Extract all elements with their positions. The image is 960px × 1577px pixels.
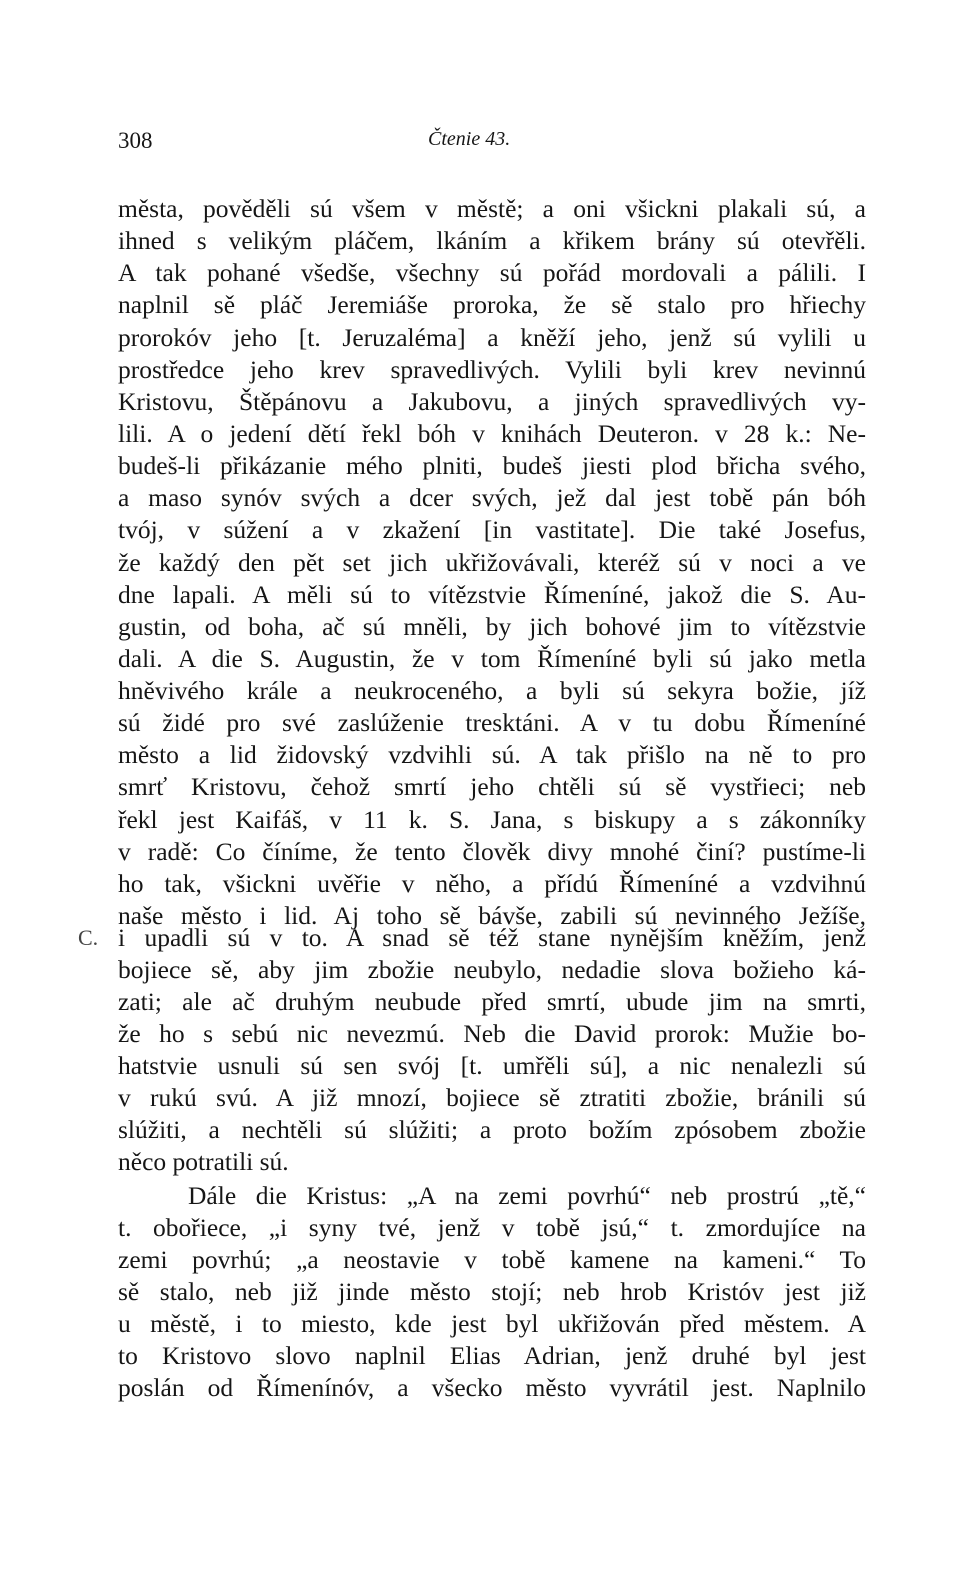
text-line: zemi povrhú; „a neostavie v tobě kamene na kameni.“ To	[118, 1245, 866, 1274]
text-line: bojiece sě, aby jim zbožie neubylo, nedadie slova božieho ká-	[118, 955, 866, 984]
text-line: dali. A die S. Augustin, že v tom Římeníné byli sú jako metla	[118, 644, 866, 673]
text-line: u městě, i to miesto, kde jest byl ukřižován před městem. A	[118, 1309, 866, 1338]
text-line: to Kristovo slovo naplnil Elias Adrian, jenž druhé byl jest	[118, 1341, 866, 1370]
page-number: 308	[118, 128, 153, 153]
text-line: prorokóv jeho [t. Jeruzaléma] a kněží jeho, jenž sú vylili u	[118, 323, 866, 352]
text-line: dne lapali. A měli sú to vítězstvie Římeníné, jakož die S. Au-	[118, 580, 866, 609]
text-line: a maso synóv svých a dcer svých, jež dal jest tobě pán bóh	[118, 483, 866, 512]
text-line: zati; ale ač druhým neubude před smrtí, ubude jim na smrti,	[118, 987, 866, 1016]
text-line: Dále die Kristus: „A na zemi povrhú“ neb prostrú „tě,“	[188, 1181, 866, 1210]
text-line: budeš-li přikázanie mého plniti, budeš jiesti plod břicha svého,	[118, 451, 866, 480]
text-line: hatstvie usnuli sú sen svój [t. umřěli sú], a nic nenalezli sú	[118, 1051, 866, 1080]
text-line: smrť Kristovu, čehož smrtí jeho chtěli sú sě vystřieci; neb	[118, 772, 866, 801]
text-line: v rukú svú. A již mnozí, bojiece sě ztratiti zbožie, bránili sú	[118, 1083, 866, 1112]
text-line: ho tak, všickni uvěřie v něho, a přídú Římeníné a vzdvihnú	[118, 869, 866, 898]
text-line: sú židé pro své zaslúženie tresktáni. A v tu dobu Římeníné	[118, 708, 866, 737]
text-line: město a lid židovský vzdvihli sú. A tak přišlo na ně to pro	[118, 740, 866, 769]
text-line: gustin, od boha, ač sú mněli, by jich bohové jim to vítězstvie	[118, 612, 866, 641]
text-line: sě stalo, neb již jinde město stojí; neb hrob Kristóv jest již	[118, 1277, 866, 1306]
text-line: slúžiti, a nechtěli sú slúžiti; a proto božím zpósobem zbožie	[118, 1115, 866, 1144]
text-line: Kristovu, Štěpánovu a Jakubovu, a jiných spravedlivých vy-	[118, 387, 866, 416]
text-line: naplnil sě pláč Jeremiáše proroka, že sě stalo pro hřiechy	[118, 290, 866, 319]
text-line: t. obořiece, „i syny tvé, jenž v tobě jsú,“ t. zmordujíce na	[118, 1213, 866, 1242]
text-line: tvój, v súžení a v zkažení [in vastitate]. Die také Josefus,	[118, 515, 866, 544]
text-line: v radě: Co číníme, že tento člověk divy mnohé činí? pustíme-li	[118, 837, 866, 866]
text-line: i upadli sú v to. A snad sě též stane nynějším kněžím, jenž	[118, 923, 866, 952]
text-line: naše město i lid. Aj toho sě bávše, zabili sú nevinného Ježíše,	[118, 901, 866, 930]
text-line: lili. A o jedení dětí řekl bóh v knihách Deuteron. v 28 k.: Ne-	[118, 419, 866, 448]
text-line: města, pověděli sú všem v městě; a oni všickni plakali sú, a	[118, 194, 866, 223]
text-line: hněvivého krále a neukroceného, a byli sú sekyra božie, jíž	[118, 676, 866, 705]
text-line: něco potratili sú.	[118, 1147, 289, 1176]
text-line: že každý den pět set jich ukřižovávali, kteréž sú v noci a ve	[118, 548, 866, 577]
text-line: poslán od Římenínóv, a všecko město vyvrátil jest. Naplnilo	[118, 1373, 866, 1402]
text-line: ihned s velikým pláčem, lkáním a křikem brány sú otevřěli.	[118, 226, 866, 255]
text-line: A tak pohané všedše, všechny sú pořád mordovali a pálili. I	[118, 258, 866, 287]
text-line: že ho s sebú nic nevezmú. Neb die David prorok: Mužie bo-	[118, 1019, 866, 1048]
text-line: řekl jest Kaifáš, v 11 k. S. Jana, s biskupy a s zákonníky	[118, 805, 866, 834]
text-line: prostředce jeho krev spravedlivých. Vylili byli krev nevinnú	[118, 355, 866, 384]
running-head: Čtenie 43.	[428, 128, 511, 150]
margin-note: C.	[78, 925, 99, 950]
page-header	[0, 124, 960, 164]
